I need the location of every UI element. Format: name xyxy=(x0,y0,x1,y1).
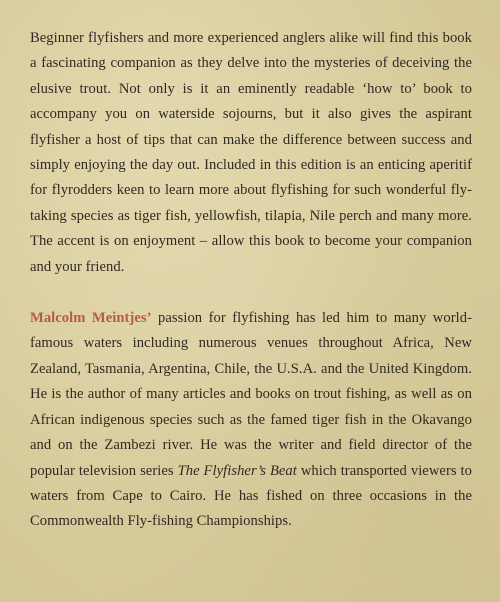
book-description: Beginner flyfishers and more experienced anglers alike will find this book a fascinating companion as they delve into the mysteries of deceiving the elusive trout. Not only is it an eminently readable ‘how to’ book to accompany you on waterside sojourns, but it also gives the aspirant flyfisher a host of tips that can make the difference between success and simply enjoying the day out. Included in this edition is an enticing aperitif for flyrodders keen to learn more about flyfishing for such wonderful fly-taking species as tiger fish, yellowfish, tilapia, Nile perch and many more. The accent is on enjoyment – allow this book to become your companion and your friend. xyxy=(30,30,472,275)
bio-text-part-2: which transported viewers to waters from Cape to Cairo. He has fished on three occasions in the Commonwealth Fly-fishing Championships. xyxy=(30,462,472,530)
tv-series-title: The Flyfisher’s Beat xyxy=(177,462,297,479)
paragraph-spacer xyxy=(30,280,472,306)
author-name: Malcolm Meintjes’ xyxy=(30,310,152,327)
bio-text-part-1: passion for flyfishing has led him to many world-famous waters including numerous venues throughout Africa, New Zealand, Tasmania, Argentina, Chile, the U.S.A. and the United Kingdom. He is the author of many articles and books on trout fishing, as well as on African indigenous species such as the famed tiger fish in the Okavango and on the Zambezi river. He was the writer and field director of the popular television series xyxy=(30,310,472,479)
author-biography xyxy=(30,306,472,535)
